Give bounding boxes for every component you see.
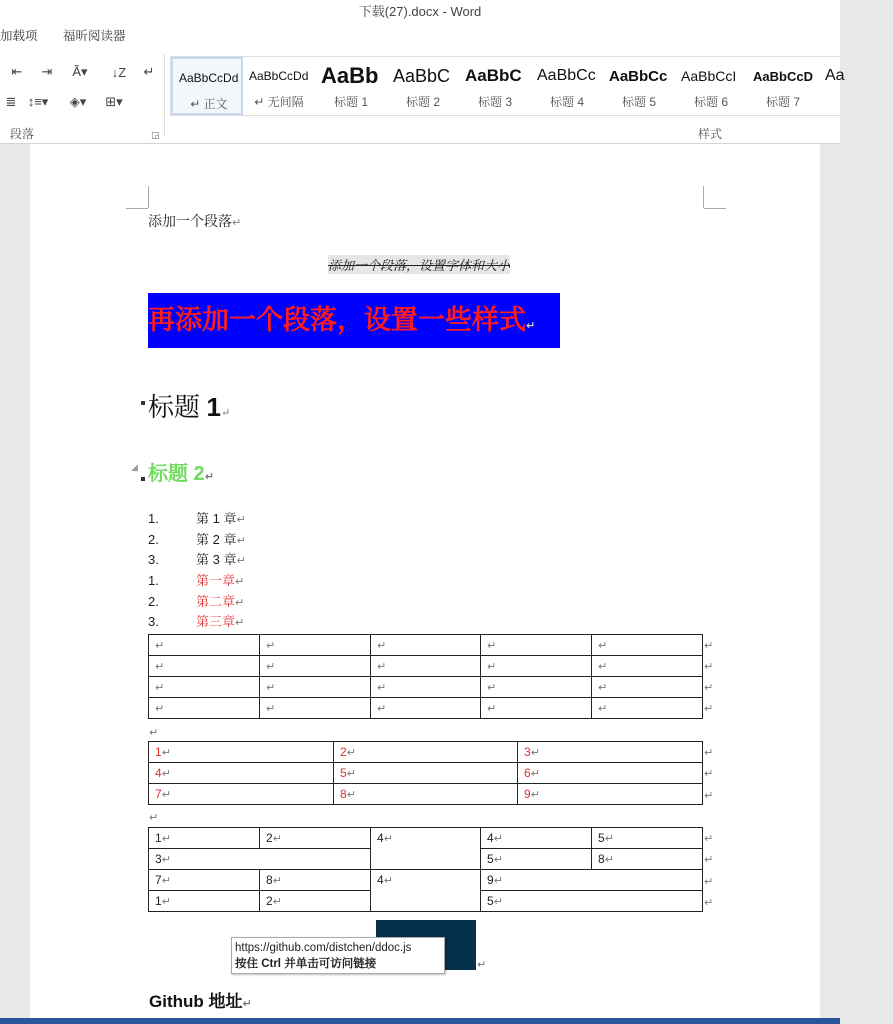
- paragraph-3-highlighted[interactable]: 再添加一个段落，设置一些样式↵: [148, 293, 560, 348]
- table-cell[interactable]: 4↵: [371, 870, 481, 912]
- line-spacing-icon[interactable]: ↕≡▾: [27, 94, 49, 109]
- row-end-mark: ↵: [704, 790, 714, 802]
- table-cell[interactable]: ↵: [481, 656, 592, 677]
- row-end-mark: ↵: [704, 854, 714, 866]
- row-end-mark: ↵: [704, 640, 714, 652]
- table-cell[interactable]: 8↵: [260, 870, 371, 891]
- table-cell[interactable]: 4↵: [481, 828, 592, 849]
- style-heading-2[interactable]: AaBbC 标题 2: [393, 65, 451, 109]
- row-end-mark: ↵: [704, 833, 714, 845]
- github-heading[interactable]: Github 地址↵: [149, 992, 252, 1011]
- status-bar: [0, 1018, 840, 1024]
- empty-table: [148, 634, 703, 719]
- heading-2[interactable]: 标题 2↵: [148, 463, 214, 485]
- style-no-spacing[interactable]: AaBbCcDd ↵ 无间隔: [249, 69, 309, 109]
- table-cell[interactable]: ↵: [592, 677, 703, 698]
- table-cell[interactable]: 1↵: [149, 742, 334, 763]
- document-page[interactable]: 添加一个段落↵ 添加一个段落，设置字体和大小 再添加一个段落，设置一些样式↵ 标题 1↵ ◢ 标题 2↵ 1. 第 1 章↵ 2. 第 2 章↵ 3. 第 3 章↵ 1. 第一章↵ 2. 第二章↵ 3. 第三章↵ ↵ ↵ ↵ ↵ ↵ ↵ ↵ ↵ ↵ ↵ ↵ ↵ ↵ ↵ ↵ ↵ ↵ ↵ ↵ ↵ ↵ ↵ ↵ ↵ ↵ 1↵ 2↵ 3↵ 4↵ 5↵ 6↵ 7↵ 8↵ 9↵ ↵ ↵ ↵ ↵ 1↵ 2↵ 4↵ 4↵ 5↵ 3↵ 5↵ 8↵ 7↵ 8↵ 4↵ 9↵ 1↵ 2↵ 5↵ ↵ ↵ ↵ ↵ ↵ https://github.com/distchen/ddoc.js 按住 Ctrl 并单击可访问链接 Github 地址↵: [30, 144, 820, 1024]
- heading-1[interactable]: 标题 1↵: [148, 392, 231, 422]
- table-cell[interactable]: 4↵: [371, 828, 481, 870]
- table-cell[interactable]: ↵: [260, 656, 371, 677]
- table-cell[interactable]: ↵: [149, 635, 260, 656]
- table-cell[interactable]: ↵: [481, 677, 592, 698]
- table-cell[interactable]: 6↵: [518, 763, 703, 784]
- table-cell[interactable]: 1↵: [149, 828, 260, 849]
- table-cell[interactable]: ↵: [260, 698, 371, 719]
- table-cell[interactable]: ↵: [592, 656, 703, 677]
- table-cell[interactable]: ↵: [592, 698, 703, 719]
- group-divider: [164, 54, 165, 136]
- table-cell[interactable]: 7↵: [149, 784, 334, 805]
- table-cell[interactable]: 4↵: [149, 763, 334, 784]
- document-canvas: [0, 144, 840, 1014]
- row-end-mark: ↵: [704, 661, 714, 673]
- menu-tabs: [0, 24, 840, 48]
- row-end-mark: ↵: [704, 768, 714, 780]
- style-heading-4[interactable]: AaBbCc 标题 4: [537, 67, 596, 109]
- table-cell[interactable]: 7↵: [149, 870, 260, 891]
- heading-marker-icon: [141, 401, 145, 405]
- table-cell[interactable]: 2↵: [260, 891, 371, 912]
- row-end-mark: ↵: [704, 876, 714, 888]
- empty-paragraph-mark: ↵: [149, 812, 159, 824]
- collapse-triangle-icon[interactable]: ◢: [131, 462, 138, 472]
- paragraph-1[interactable]: 添加一个段落↵: [148, 213, 242, 229]
- paragraph-mark: ↵: [477, 959, 487, 971]
- style-heading-3[interactable]: AaBbC 标题 3: [465, 66, 522, 109]
- paragraph-group-label: 段落: [10, 127, 35, 141]
- style-more[interactable]: Aa: [825, 67, 845, 84]
- crop-mark: [703, 186, 704, 208]
- table-cell[interactable]: ↵: [371, 656, 481, 677]
- table-cell[interactable]: ↵: [481, 698, 592, 719]
- table-cell[interactable]: ↵: [149, 698, 260, 719]
- distributed-align-icon[interactable]: ≣: [5, 94, 17, 109]
- table-cell[interactable]: ↵: [592, 635, 703, 656]
- chinese-layout-icon[interactable]: A͂▾: [72, 64, 88, 79]
- table-cell[interactable]: ↵: [371, 635, 481, 656]
- table-cell[interactable]: 8↵: [334, 784, 518, 805]
- table-cell[interactable]: 3↵: [518, 742, 703, 763]
- ribbon: [0, 48, 845, 144]
- table-cell[interactable]: 8↵: [592, 849, 703, 870]
- table-cell[interactable]: 3↵: [149, 849, 371, 870]
- decrease-indent-icon[interactable]: ⇤: [11, 64, 23, 79]
- style-heading-6[interactable]: AaBbCcI 标题 6: [681, 68, 737, 109]
- table-cell[interactable]: 5↵: [334, 763, 518, 784]
- paragraph-2-styled[interactable]: 添加一个段落，设置字体和大小: [328, 255, 510, 274]
- number-table: [148, 741, 703, 805]
- empty-paragraph-mark: ↵: [149, 727, 159, 739]
- merged-table: [148, 827, 703, 912]
- styles-gallery: [170, 56, 845, 116]
- styles-group-label: 样式: [698, 127, 723, 141]
- show-marks-icon[interactable]: ↵: [143, 64, 155, 79]
- table-cell[interactable]: 9↵: [518, 784, 703, 805]
- window-title-bar: [0, 0, 840, 24]
- table-cell[interactable]: ↵: [149, 677, 260, 698]
- window-title: 下载(27).docx - Word: [358, 4, 482, 19]
- row-end-mark: ↵: [704, 682, 714, 694]
- table-cell[interactable]: ↵: [149, 656, 260, 677]
- tab-addins[interactable]: 加载项: [0, 29, 38, 43]
- crop-mark: [704, 208, 726, 209]
- table-cell[interactable]: 9↵: [481, 870, 703, 891]
- heading-marker-icon: [141, 477, 145, 481]
- table-cell[interactable]: 1↵: [149, 891, 260, 912]
- tooltip-url: https://github.com/distchen/ddoc.js: [235, 942, 412, 954]
- style-heading-7[interactable]: AaBbCcD 标题 7: [753, 68, 813, 109]
- table-cell[interactable]: 2↵: [260, 828, 371, 849]
- tooltip-hint: 按住 Ctrl 并单击可访问链接: [235, 958, 377, 970]
- tab-foxit-reader[interactable]: 福昕阅读器: [63, 29, 126, 43]
- table-cell[interactable]: ↵: [371, 677, 481, 698]
- sort-icon[interactable]: ↓Z: [111, 64, 127, 80]
- borders-icon[interactable]: ⊞▾: [105, 94, 123, 109]
- table-cell[interactable]: 5↵: [481, 849, 592, 870]
- table-cell[interactable]: ↵: [481, 635, 592, 656]
- shading-icon[interactable]: ◈▾: [69, 94, 87, 109]
- row-end-mark: ↵: [704, 747, 714, 759]
- row-end-mark: ↵: [704, 703, 714, 715]
- table-cell[interactable]: 2↵: [334, 742, 518, 763]
- table-cell[interactable]: ↵: [260, 635, 371, 656]
- style-heading-1[interactable]: AaBb 标题 1: [321, 63, 379, 109]
- table-cell[interactable]: 5↵: [592, 828, 703, 849]
- increase-indent-icon[interactable]: ⇥: [41, 64, 53, 79]
- paragraph-dialog-launcher-icon[interactable]: ◲: [151, 130, 160, 140]
- style-heading-5[interactable]: AaBbCc 标题 5: [609, 67, 668, 109]
- table-cell[interactable]: 5↵: [481, 891, 703, 912]
- row-end-mark: ↵: [704, 897, 714, 909]
- table-cell[interactable]: ↵: [371, 698, 481, 719]
- hyperlink-tooltip: [231, 937, 445, 974]
- table-cell[interactable]: ↵: [260, 677, 371, 698]
- crop-mark: [126, 208, 148, 209]
- crop-mark: [148, 186, 149, 208]
- style-normal[interactable]: AaBbCcDd ↵ 正文: [171, 57, 243, 115]
